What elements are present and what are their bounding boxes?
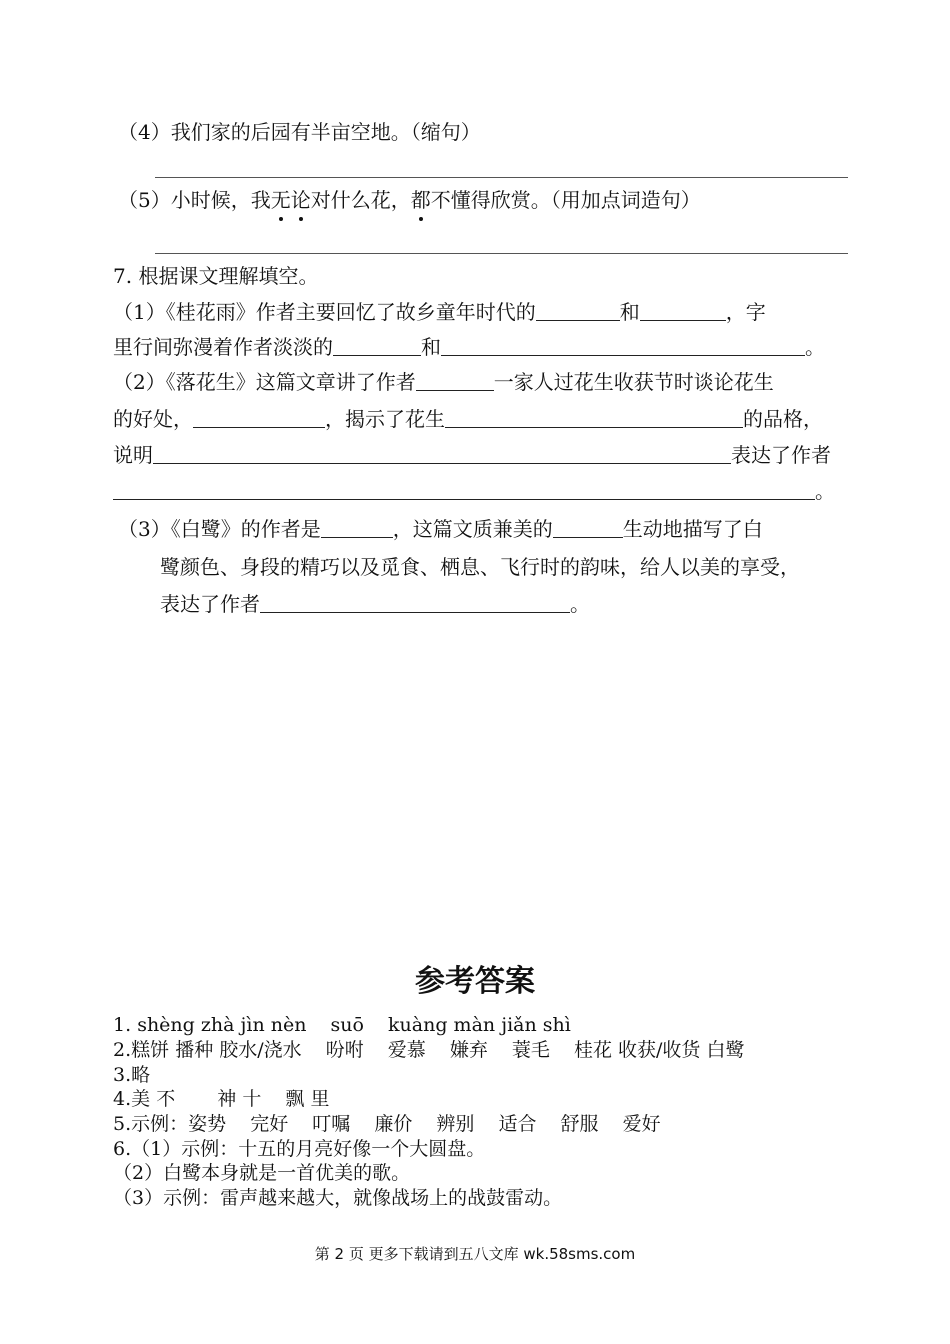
answers-title: 参考答案	[415, 964, 535, 999]
dotted-char: 都	[410, 188, 431, 212]
q7-s3-line2: 鹭颜色、身段的精巧以及觅食、栖息、飞行时的韵味，给人以美的享受，	[160, 555, 800, 579]
fill-blank[interactable]	[113, 479, 815, 500]
q7-s1-line2: 里行间弥漫着作者淡淡的 和 。	[113, 335, 825, 359]
answer-5: 5.示例：姿势 完好 叮嘱 廉价 辨别 适合 舒服 爱好	[113, 1113, 661, 1135]
answer-6-2: （2）白鹭本身就是一首优美的歌。	[113, 1162, 411, 1184]
fill-blank[interactable]	[321, 517, 393, 538]
answer-6-1: 6.（1）示例：十五的月亮好像一个大圆盘。	[113, 1138, 486, 1160]
q7-s3-line1: （3）《白鹭》的作者是 ，这篇文质兼美的 生动地描写了白	[118, 517, 763, 541]
fill-blank[interactable]	[553, 517, 623, 538]
answer-line[interactable]	[155, 177, 848, 178]
q7-s1-line1: （1）《桂花雨》作者主要回忆了故乡童年时代的 和 ，字	[113, 300, 766, 324]
fill-blank[interactable]	[445, 407, 743, 428]
item-label: （5）	[118, 188, 171, 212]
fill-blank[interactable]	[333, 335, 421, 356]
fill-blank[interactable]	[536, 300, 620, 321]
q7-heading: 7. 根据课文理解填空。	[113, 264, 319, 288]
fill-blank[interactable]	[153, 443, 731, 464]
q7-s2-line1: （2）《落花生》这篇文章讲了作者 一家人过花生收获节时谈论花生	[113, 370, 774, 394]
answer-4: 4.美 不 神 十 飘 里	[113, 1088, 330, 1110]
item-text: 我们家的后园有半亩空地。（缩句）	[170, 120, 481, 144]
answer-2: 2.糕饼 播种 胶水/浇水 吩咐 爱慕 嫌弃 蓑毛 桂花 收获/收货 白鹭	[113, 1039, 745, 1061]
page-footer: 第 2 页 更多下载请到五八文库 wk.58sms.com	[314, 1245, 636, 1263]
q7-s2-line2: 的好处， ，揭示了花生 的品格，	[113, 407, 823, 431]
answer-1: 1. shèng zhà jìn nèn suō kuàng màn jiǎn shì	[113, 1014, 571, 1036]
q7-s2-line3: 说明 表达了作者	[113, 443, 831, 467]
item-label: （4）	[118, 120, 171, 144]
dotted-char: 无	[270, 188, 291, 212]
dotted-char: 论	[290, 188, 311, 212]
fill-blank[interactable]	[416, 370, 494, 391]
q6-item5: （5）小时候，我无论对什么花，都不懂得欣赏。（用加点词造句）	[118, 188, 701, 212]
answer-3: 3.略	[113, 1064, 151, 1086]
fill-blank[interactable]	[441, 335, 805, 356]
q7-s2-line4: 。	[113, 477, 835, 505]
answer-line[interactable]	[155, 253, 848, 254]
q6-item4	[118, 118, 481, 146]
answer-6-3: （3）示例：雷声越来越大，就像战场上的战鼓雷动。	[113, 1187, 563, 1209]
fill-blank[interactable]	[260, 592, 570, 613]
q7-s3-line3: 表达了作者 。	[160, 592, 590, 616]
fill-blank[interactable]	[193, 407, 325, 428]
fill-blank[interactable]	[640, 300, 726, 321]
